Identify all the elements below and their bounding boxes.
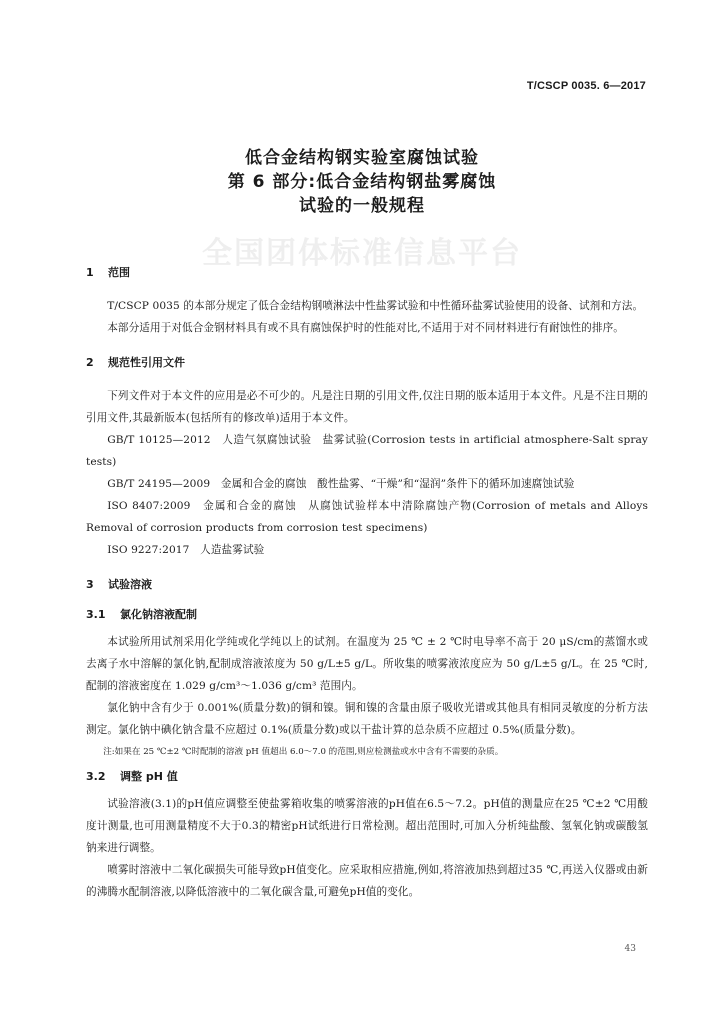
subsection-3-1-heading [86, 607, 648, 623]
subsection-title: 调整 pH 值 [120, 770, 178, 783]
subsection-number: 3.1 [86, 608, 106, 621]
section-2-heading [86, 355, 648, 371]
section-number: 2 [86, 356, 94, 369]
section-3-heading [86, 577, 648, 593]
subsection-3-2-paragraph-2: 喷雾时溶液中二氧化碳损失可能导致pH值变化。应采取相应措施,例如,将溶液加热到超过35 ℃,再送入仪器或由新的沸腾水配制溶液,以降低溶液中的二氧化碳含量,可避免pH值的变化。 [86, 864, 648, 898]
document-title [0, 146, 724, 218]
section-1-heading [86, 265, 648, 281]
reference-item: ISO 9227:2017 人造盐雾试验 [107, 544, 265, 556]
section-title: 规范性引用文件 [108, 356, 185, 369]
title-line-1: 低合金结构钢实验室腐蚀试验 [245, 148, 479, 168]
title-line-3: 试验的一般规程 [299, 196, 425, 216]
section-number: 1 [86, 266, 94, 279]
reference-item: GB/T 24195—2009 金属和合金的腐蚀 酸性盐雾、“干燥”和“湿润”条件下的循环加速腐蚀试验 [107, 478, 575, 490]
subsection-3-1-paragraph-2: 氯化钠中含有少于 0.001%(质量分数)的铜和镍。铜和镍的含量由原子吸收光谱或其他具有相同灵敏度的分析方法测定。氯化钠中碘化钠含量不应超过 0.1%(质量分数)或以干盐计算的总杂质不应超过 0.5%(质量分数)。 [86, 702, 648, 736]
subsection-title: 氯化钠溶液配制 [120, 608, 197, 621]
subsection-3-1-paragraph-1: 本试验所用试剂采用化学纯或化学纯以上的试剂。在温度为 25 ℃ ± 2 ℃时电导率不高于 20 μS/cm的蒸馏水或去离子水中溶解的氯化钠,配制成溶液浓度为 50 g/L±5 g/L。所收集的喷雾液浓度应为 50 g/L±5 g/L。在 25 ℃时,配制的溶液密度在 1.029 g/cm³～1.036 g/cm³ 范围内。 [86, 636, 648, 692]
section-1-paragraph-2: 本部分适用于对低合金钢材料具有或不具有腐蚀保护时的性能对比,不适用于对不同材料进行有耐蚀性的排序。 [107, 322, 624, 334]
section-title: 试验溶液 [108, 578, 152, 591]
document-body [86, 265, 648, 903]
section-1-paragraph-1: T/CSCP 0035 的本部分规定了低合金结构钢喷淋法中性盐雾试验和中性循环盐雾试验使用的设备、试剂和方法。 [107, 300, 644, 312]
subsection-3-2-paragraph-1: 试验溶液(3.1)的pH值应调整至使盐雾箱收集的喷雾溶液的pH值在6.5～7.2。pH值的测量应在25 ℃±2 ℃用酸度计测量,也可用测量精度不大于0.3的精密pH试纸进行日常检测。超出范围时,可加入分析纯盐酸、氢氧化钠或碳酸氢钠来进行调整。 [86, 798, 648, 854]
section-number: 3 [86, 578, 94, 591]
watermark: 全国团体标准信息平台 [202, 236, 522, 271]
standard-code: T/CSCP 0035. 6—2017 [526, 80, 646, 92]
subsection-number: 3.2 [86, 770, 106, 783]
reference-item: ISO 8407:2009 金属和合金的腐蚀 从腐蚀试验样本中清除腐蚀产物(Corrosion of metals and Alloys Removal of corrosion products from corrosion test specimens) [86, 500, 648, 534]
section-2-paragraph-1: 下列文件对于本文件的应用是必不可少的。凡是注日期的引用文件,仅注日期的版本适用于本文件。凡是不注日期的引用文件,其最新版本(包括所有的修改单)适用于本文件。 [86, 390, 648, 424]
note: 注:如果在 25 ℃±2 ℃时配制的溶液 pH 值超出 6.0～7.0 的范围,则应检测盐或水中含有不需要的杂质。 [103, 747, 504, 757]
subsection-3-2-heading [86, 769, 648, 785]
section-title: 范围 [108, 266, 130, 279]
title-line-2: 第 6 部分:低合金结构钢盐雾腐蚀 [227, 172, 497, 192]
page-number: 43 [624, 944, 636, 954]
reference-item: GB/T 10125—2012 人造气氛腐蚀试验 盐雾试验(Corrosion tests in artificial atmosphere-Salt spray tests) [86, 434, 648, 468]
